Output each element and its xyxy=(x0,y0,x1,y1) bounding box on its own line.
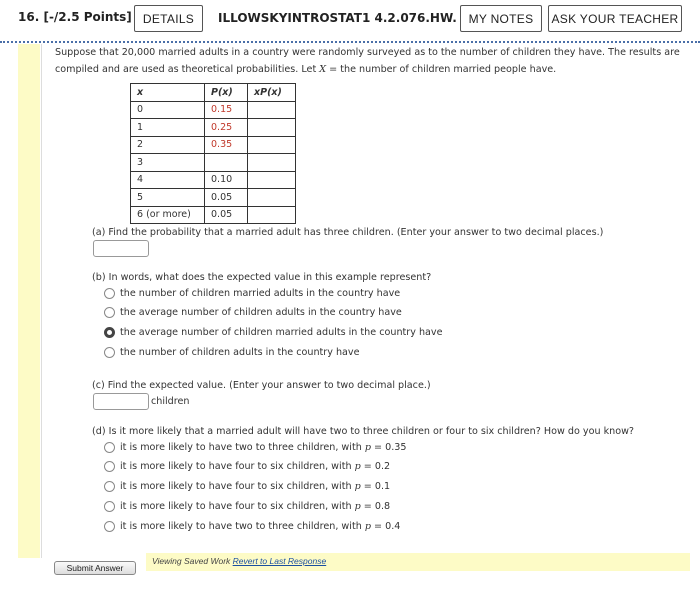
cell-x: 1 xyxy=(131,119,205,137)
part-c-input[interactable] xyxy=(93,393,149,410)
option-label: it is more likely to have four to six children, with p = 0.1 xyxy=(120,480,391,492)
part-c-prompt: (c) Find the expected value. (Enter your answer to two decimal place.) xyxy=(92,380,431,391)
cell-px xyxy=(205,154,248,172)
part-d-prompt: (d) Is it more likely that a married adult will have two to three children or four to six children? How do you know? xyxy=(92,426,635,437)
cell-px: 0.15 xyxy=(205,101,248,119)
radio-icon[interactable] xyxy=(104,442,115,453)
radio-selected-icon[interactable] xyxy=(104,327,115,338)
radio-icon[interactable] xyxy=(104,347,115,358)
radio-icon[interactable] xyxy=(104,307,115,318)
radio-icon[interactable] xyxy=(104,288,115,299)
option-label: it is more likely to have two to three children, with p = 0.4 xyxy=(120,520,401,532)
table-row xyxy=(131,154,296,172)
radio-icon[interactable] xyxy=(104,501,115,512)
cell-px: 0.35 xyxy=(205,136,248,154)
header-xpx: xP(x) xyxy=(248,84,296,102)
cell-xpx xyxy=(248,171,296,189)
submit-answer-button[interactable]: Submit Answer xyxy=(54,561,136,575)
cell-x: 6 (or more) xyxy=(131,206,205,224)
cell-xpx xyxy=(248,154,296,172)
intro-line-1: Suppose that 20,000 married adults in a country were randomly surveyed as to the number of children they have. The results are xyxy=(55,47,680,58)
cell-x: 3 xyxy=(131,154,205,172)
option-label: the average number of children adults in the country have xyxy=(120,306,402,318)
table-header-row xyxy=(131,84,296,102)
cell-px: 0.05 xyxy=(205,189,248,207)
my-notes-button[interactable]: MY NOTES xyxy=(460,5,542,32)
part-d-option-1[interactable] xyxy=(104,440,407,454)
revert-link[interactable]: Revert to Last Response xyxy=(232,556,327,566)
cell-x: 5 xyxy=(131,189,205,207)
cell-x: 0 xyxy=(131,101,205,119)
header-x: x xyxy=(131,84,205,102)
radio-icon[interactable] xyxy=(104,521,115,532)
cell-x: 4 xyxy=(131,171,205,189)
cell-x: 2 xyxy=(131,136,205,154)
question-side-strip xyxy=(18,44,40,558)
part-b-option-1[interactable] xyxy=(104,286,400,300)
table-row xyxy=(131,171,296,189)
saved-work-banner xyxy=(146,553,690,571)
option-label: the number of children married adults in the country have xyxy=(120,287,401,299)
table-row xyxy=(131,189,296,207)
part-b-option-3[interactable] xyxy=(104,325,443,339)
option-label: the number of children adults in the country have xyxy=(120,346,360,358)
assignment-id: ILLOWSKYINTROSTAT1 4.2.076.HW. xyxy=(218,11,457,25)
table-row xyxy=(131,101,296,119)
table-row xyxy=(131,136,296,154)
probability-table xyxy=(130,83,296,224)
question-intro xyxy=(55,44,685,78)
part-a-input[interactable] xyxy=(93,240,149,257)
details-button[interactable]: DETAILS xyxy=(134,5,203,32)
question-number: 16. [-/2.5 Points] xyxy=(18,10,132,24)
cell-xpx xyxy=(248,119,296,137)
header-px: P(x) xyxy=(205,84,248,102)
table-row xyxy=(131,119,296,137)
intro-line-2: compiled and are used as theoretical probabilities. Let X = the number of children married people have. xyxy=(55,64,557,75)
part-d-option-2[interactable] xyxy=(104,459,390,473)
part-c-unit: children xyxy=(151,396,190,407)
option-label: it is more likely to have two to three children, with p = 0.35 xyxy=(120,441,407,453)
part-d-option-5[interactable] xyxy=(104,519,400,533)
cell-px: 0.10 xyxy=(205,171,248,189)
cell-xpx xyxy=(248,101,296,119)
part-b-option-2[interactable] xyxy=(104,305,402,319)
table-row xyxy=(131,206,296,224)
cell-xpx xyxy=(248,189,296,207)
radio-icon[interactable] xyxy=(104,461,115,472)
option-label: it is more likely to have four to six children, with p = 0.8 xyxy=(120,500,391,512)
part-b-option-4[interactable] xyxy=(104,345,360,359)
part-d-option-3[interactable] xyxy=(104,479,390,493)
cell-px: 0.05 xyxy=(205,206,248,224)
ask-teacher-button[interactable]: ASK YOUR TEACHER xyxy=(548,5,682,32)
radio-icon[interactable] xyxy=(104,481,115,492)
part-d-option-4[interactable] xyxy=(104,499,390,513)
cell-xpx xyxy=(248,206,296,224)
cell-px: 0.25 xyxy=(205,119,248,137)
option-label: the average number of children married adults in the country have xyxy=(120,326,443,338)
cell-xpx xyxy=(248,136,296,154)
part-b-prompt: (b) In words, what does the expected value in this example represent? xyxy=(92,272,432,283)
points-label: [-/2.5 Points] xyxy=(43,10,132,24)
question-header xyxy=(0,0,700,43)
saved-work-text: Viewing Saved Work xyxy=(152,556,233,566)
part-a-prompt: (a) Find the probability that a married adult has three children. (Enter your answer to two decimal places.) xyxy=(92,227,604,238)
option-label: it is more likely to have four to six children, with p = 0.2 xyxy=(120,460,391,472)
